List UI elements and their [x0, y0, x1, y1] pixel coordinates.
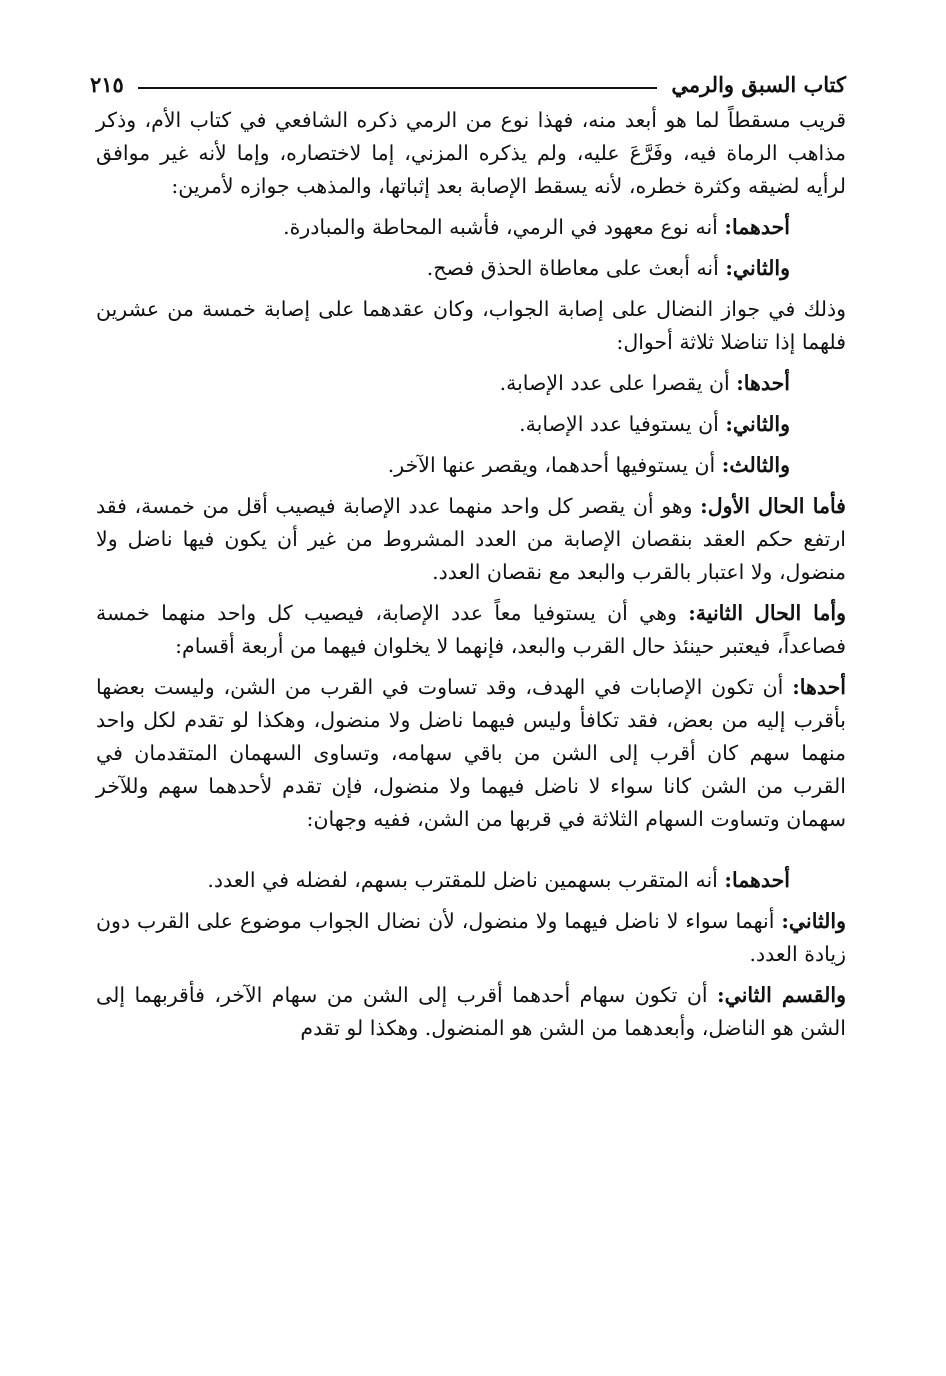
- paragraph-state-three: [96, 449, 790, 482]
- paragraph-text: أن يستوفيا عدد الإصابة.: [519, 412, 726, 436]
- paragraph-text: أنهما سواء لا ناضل فيهما ولا منضول، لأن نضال الجواب موضوع على القرب دون زيادة العدد.: [96, 909, 846, 966]
- paragraph-three-states: [96, 293, 846, 359]
- paragraph-state-two: [96, 408, 790, 441]
- paragraph-text: وهي أن يستوفيا معاً عدد الإصابة، فيصيب كل واحد منهما خمسة فصاعداً، فيعتبر حينئذ حال القرب والبعد، فإنهما لا يخلوان فيهما من أربعة أقسام:: [96, 601, 846, 658]
- paragraph-lead: أحدهما:: [724, 868, 790, 892]
- paragraph-text: قريب مسقطاً لما هو أبعد منه، فهذا نوع من الرمي ذكره الشافعي في كتاب الأم، وذكر مذاهب الرماة فيه، وفَرَّعَ عليه، ولم يذكره المزني، إما لاختصاره، وإما لأنه غير موافق لرأيه لضيقه وكثرة خطره، لأنه يسقط الإصابة بعد إثباتها، والمذهب جوازه لأمرين:: [96, 108, 846, 198]
- paragraph-text: أنه المتقرب بسهمين ناضل للمقترب بسهم، لفضله في العدد.: [207, 868, 725, 892]
- paragraph-text: أنه نوع معهود في الرمي، فأشبه المحاطة والمبادرة.: [283, 215, 725, 239]
- paragraph-lead: أحدها:: [792, 675, 846, 699]
- paragraph-text: وهو أن يقصر كل واحد منهما عدد الإصابة فيصيب أقل من خمسة، فقد ارتفع حكم العقد بنقصان الإصابة من العدد المشروط من غير أن يكون فيها ناضل ولا منضول، ولا اعتبار بالقرب والبعد مع نقصان العدد.: [96, 494, 846, 584]
- paragraph-lead: والثالث:: [721, 453, 790, 477]
- paragraph-first-reason: [96, 211, 790, 244]
- page-number: ٢١٥: [90, 71, 124, 97]
- paragraph-text: أن يستوفيها أحدهما، ويقصر عنها الآخر.: [387, 453, 722, 477]
- paragraph-lead: فأما الحال الأول:: [700, 494, 846, 518]
- page-body: [96, 104, 846, 1045]
- paragraph-first-state-detail: [96, 490, 846, 589]
- paragraph-state-one: [96, 367, 790, 400]
- paragraph-lead: أحدها:: [736, 371, 790, 395]
- paragraph-lead: أحدهما:: [724, 215, 790, 239]
- paragraph-second-state-detail: [96, 597, 846, 663]
- paragraph-view-one: [96, 864, 790, 897]
- paragraph-lead: وأما الحال الثانية:: [688, 601, 846, 625]
- paragraph-text: أن تكون سهام أحدهما أقرب إلى الشن من سهام الآخر، فأقربهما إلى الشن هو الناضل، وأبعدهما من الشن هو المنضول. وهكذا لو تقدم: [96, 983, 846, 1040]
- paragraph-text: أنه أبعث على معاطاة الحذق فصح.: [426, 256, 726, 280]
- paragraph-lead: والثاني:: [781, 909, 846, 933]
- paragraph-text: أن يقصرا على عدد الإصابة.: [499, 371, 737, 395]
- running-header: [90, 66, 846, 102]
- header-rule: [138, 87, 658, 89]
- paragraph-text: وذلك في جواز النضال على إصابة الجواب، وكان عقدهما على إصابة خمسة من عشرين فلهما إذا تناضلا ثلاثة أحوال:: [96, 297, 846, 354]
- paragraph-view-two: [96, 905, 846, 971]
- paragraph-intro: [96, 104, 846, 203]
- paragraph-lead: والثاني:: [725, 256, 790, 280]
- paragraph-lead: والقسم الثاني:: [717, 983, 846, 1007]
- paragraph-lead: والثاني:: [725, 412, 790, 436]
- paragraph-second-reason: [96, 252, 790, 285]
- paragraph-division-one: [96, 671, 846, 836]
- book-title: كتاب السبق والرمي: [671, 71, 846, 97]
- paragraph-division-two: [96, 979, 846, 1045]
- paragraph-text: أن تكون الإصابات في الهدف، وقد تساوت في القرب من الشن، وليست بعضها بأقرب إليه من بعض، فقد تكافأ وليس فيهما ناضل ولا منضول، وهكذا لو تقدم لكل واحد منهما سهم كان أقرب إلى الشن من باقي سهامه، وتساوى السهمان المتقدمان في القرب من الشن كانا سواء لا ناضل فيهما ولا منضول، فإن تقدم لأحدهما سهم وللآخر سهمان وتساوت السهام الثلاثة في قربها من الشن، ففيه وجهان:: [96, 675, 846, 831]
